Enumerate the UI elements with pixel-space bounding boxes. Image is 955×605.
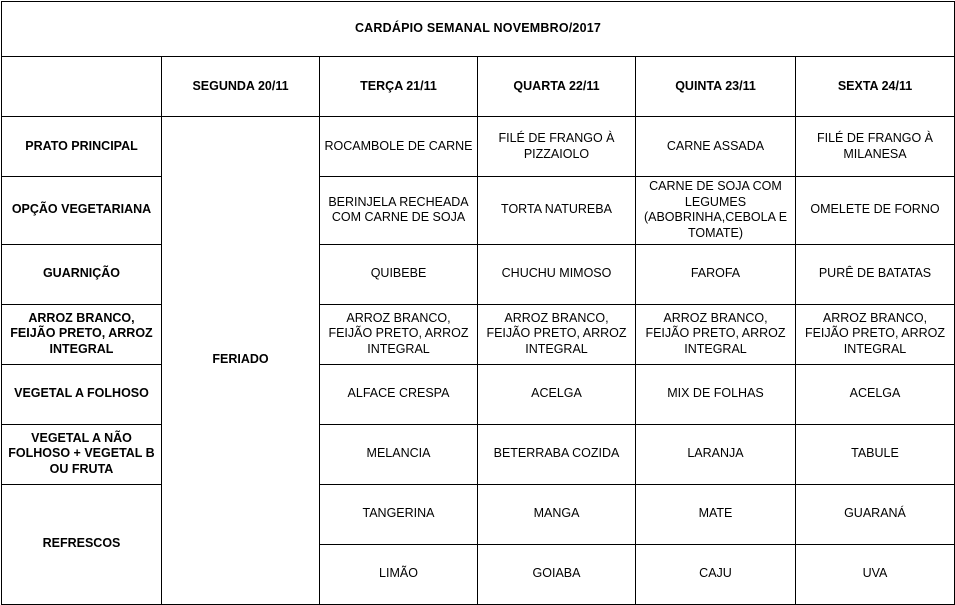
cell-vegetal-nao-folhoso-quarta: BETERRABA COZIDA: [478, 424, 636, 484]
cell-prato-principal-quinta: CARNE ASSADA: [636, 117, 796, 177]
cell-arroz-sexta: ARROZ BRANCO, FEIJÃO PRETO, ARROZ INTEGRAL: [796, 304, 955, 364]
row-label-refrescos: REFRESCOS: [2, 484, 162, 604]
table-row: [2, 244, 955, 304]
cell-arroz-terca: ARROZ BRANCO, FEIJÃO PRETO, ARROZ INTEGRAL: [320, 304, 478, 364]
cell-prato-principal-quarta: FILÉ DE FRANGO À PIZZAIOLO: [478, 117, 636, 177]
table-row-title: [2, 2, 955, 57]
cell-arroz-quarta: ARROZ BRANCO, FEIJÃO PRETO, ARROZ INTEGRAL: [478, 304, 636, 364]
cell-refresco2-terca: LIMÃO: [320, 544, 478, 604]
cell-guarnicao-quarta: CHUCHU MIMOSO: [478, 244, 636, 304]
cell-opcao-vegetariana-quarta: TORTA NATUREBA: [478, 177, 636, 245]
row-label-vegetal-nao-folhoso: VEGETAL A NÃO FOLHOSO + VEGETAL B OU FRUTA: [2, 424, 162, 484]
table-row: [2, 304, 955, 364]
table-row-dayheaders: [2, 57, 955, 117]
cell-refresco1-terca: TANGERINA: [320, 484, 478, 544]
cell-guarnicao-quinta: FAROFA: [636, 244, 796, 304]
cell-refresco2-quarta: GOIABA: [478, 544, 636, 604]
day-header-quinta: QUINTA 23/11: [636, 57, 796, 117]
menu-document: [0, 1, 955, 602]
cell-vegetal-nao-folhoso-sexta: TABULE: [796, 424, 955, 484]
weekly-menu-table: [1, 1, 955, 605]
cell-opcao-vegetariana-sexta: OMELETE DE FORNO: [796, 177, 955, 245]
cell-arroz-quinta: ARROZ BRANCO, FEIJÃO PRETO, ARROZ INTEGRAL: [636, 304, 796, 364]
day-header-sexta: SEXTA 24/11: [796, 57, 955, 117]
cell-opcao-vegetariana-terca: BERINJELA RECHEADA COM CARNE DE SOJA: [320, 177, 478, 245]
cell-refresco1-quinta: MATE: [636, 484, 796, 544]
table-row: [2, 177, 955, 245]
page-title: CARDÁPIO SEMANAL NOVEMBRO/2017: [2, 2, 955, 57]
header-corner-cell: [2, 57, 162, 117]
cell-vegetal-folhoso-quarta: ACELGA: [478, 364, 636, 424]
cell-refresco2-quinta: CAJU: [636, 544, 796, 604]
cell-vegetal-nao-folhoso-terca: MELANCIA: [320, 424, 478, 484]
row-label-vegetal-a-folhoso: VEGETAL A FOLHOSO: [2, 364, 162, 424]
table-row: [2, 117, 955, 177]
table-row: [2, 484, 955, 544]
day-header-quarta: QUARTA 22/11: [478, 57, 636, 117]
cell-guarnicao-terca: QUIBEBE: [320, 244, 478, 304]
cell-vegetal-folhoso-sexta: ACELGA: [796, 364, 955, 424]
day-header-segunda: SEGUNDA 20/11: [162, 57, 320, 117]
cell-prato-principal-terca: ROCAMBOLE DE CARNE: [320, 117, 478, 177]
cell-vegetal-folhoso-quinta: MIX DE FOLHAS: [636, 364, 796, 424]
day-header-terca: TERÇA 21/11: [320, 57, 478, 117]
row-label-prato-principal: PRATO PRINCIPAL: [2, 117, 162, 177]
cell-refresco1-quarta: MANGA: [478, 484, 636, 544]
row-label-guarnicao: GUARNIÇÃO: [2, 244, 162, 304]
cell-vegetal-folhoso-terca: ALFACE CRESPA: [320, 364, 478, 424]
cell-vegetal-nao-folhoso-quinta: LARANJA: [636, 424, 796, 484]
cell-prato-principal-sexta: FILÉ DE FRANGO À MILANESA: [796, 117, 955, 177]
holiday-cell-segunda: FERIADO: [162, 117, 320, 605]
table-row: [2, 364, 955, 424]
cell-refresco1-sexta: GUARANÁ: [796, 484, 955, 544]
cell-guarnicao-sexta: PURÊ DE BATATAS: [796, 244, 955, 304]
cell-refresco2-sexta: UVA: [796, 544, 955, 604]
cell-opcao-vegetariana-quinta: CARNE DE SOJA COM LEGUMES (ABOBRINHA,CEBOLA E TOMATE): [636, 177, 796, 245]
table-row: [2, 424, 955, 484]
row-label-opcao-vegetariana: OPÇÃO VEGETARIANA: [2, 177, 162, 245]
row-label-arroz-feijao: ARROZ BRANCO, FEIJÃO PRETO, ARROZ INTEGRAL: [2, 304, 162, 364]
